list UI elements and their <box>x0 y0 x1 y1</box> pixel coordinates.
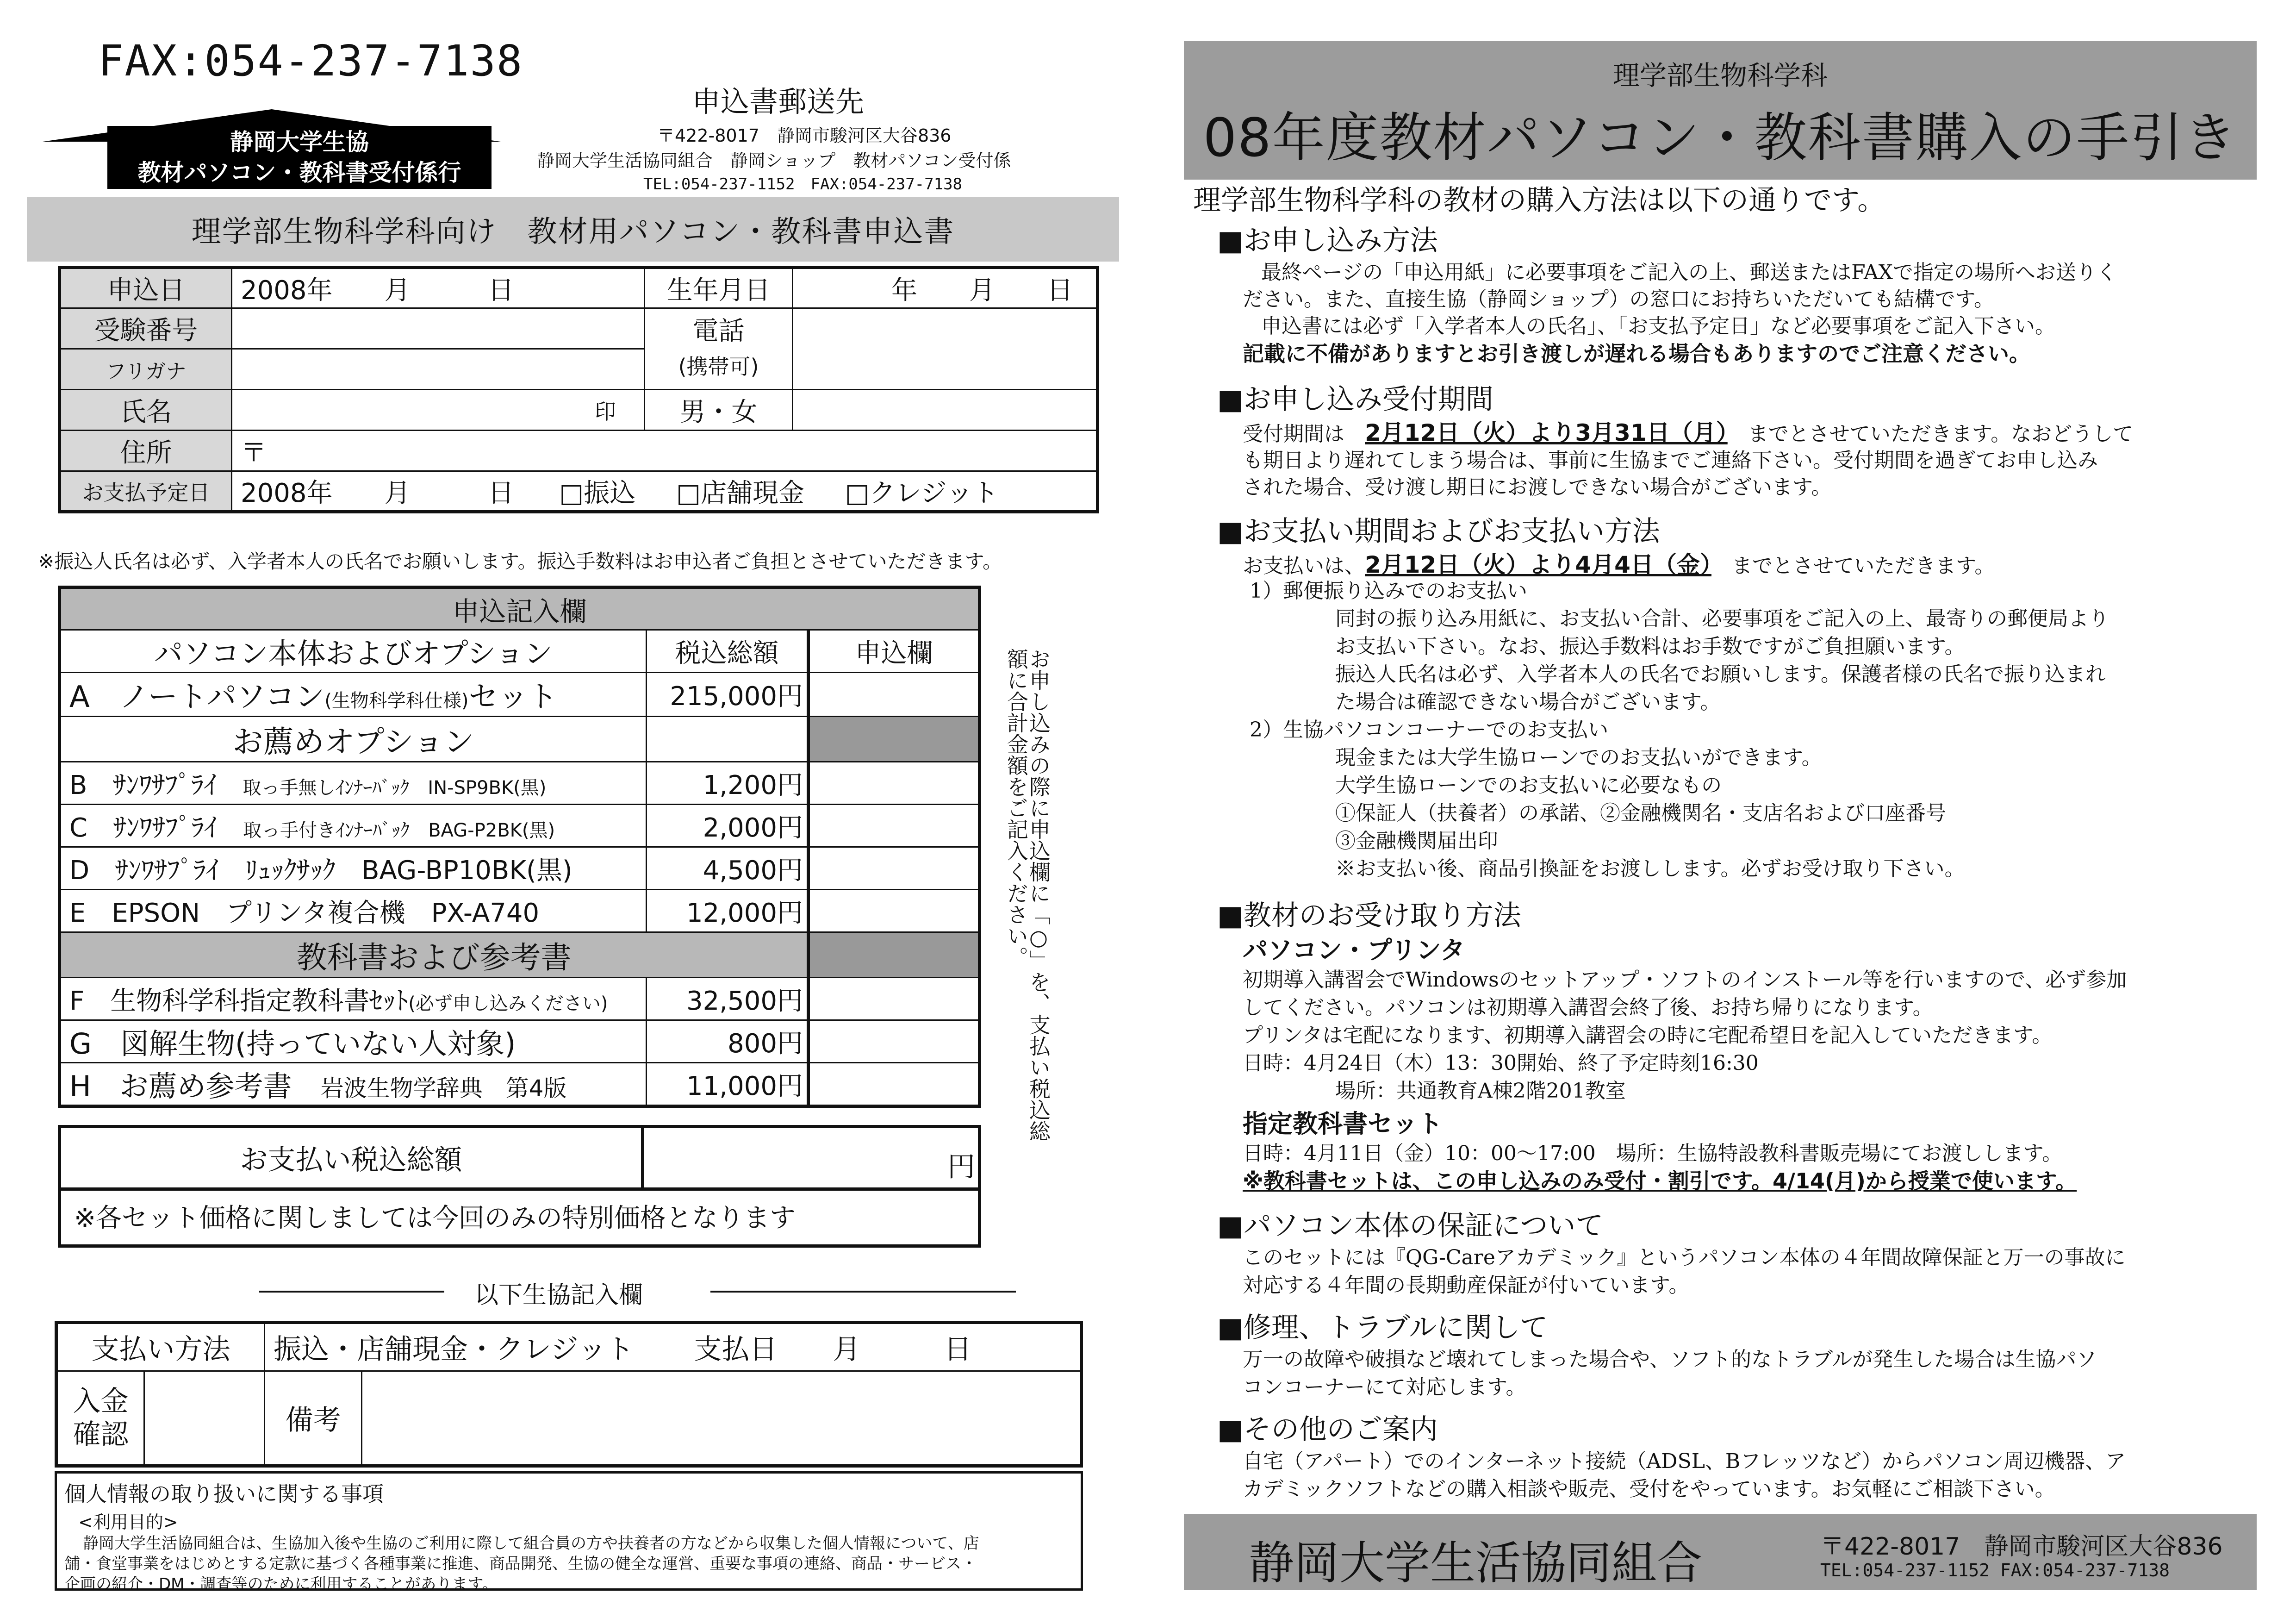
order-table <box>58 586 981 1108</box>
item-b-price: 1,200円 <box>647 762 809 805</box>
item-d-apply[interactable] <box>809 847 980 890</box>
footer-org-name: 静岡大学生活協同組合 <box>1249 1537 1703 1590</box>
mail-title: 申込書郵送先 <box>692 85 865 119</box>
special-price-note: ※各セット価格に関しましては今回のみの特別価格となります <box>74 1203 796 1233</box>
form-title: 理学部生物科学科向け 教材用パソコン・教科書申込書 <box>27 197 1119 262</box>
s3-post: までとさせていただきます。 <box>1731 554 1995 578</box>
s4-sub-pc: パソコン・プリンタ <box>1243 936 1465 965</box>
footer-tel: TEL:054-237-1152 FAX:054-237-7138 <box>1820 1560 2170 1580</box>
item-a-label: A ノートパソコン <box>69 680 325 714</box>
s6-line-b: コンコーナーにて対応します。 <box>1243 1375 1526 1399</box>
section-warranty: ■パソコン本体の保証について <box>1217 1210 1604 1242</box>
item-b-desc: 取っ手無しｲﾝﾅｰﾊﾞｯｸ IN-SP9BK(黒) <box>243 777 547 799</box>
item-e-price: 12,000円 <box>647 890 809 932</box>
guide-header <box>1184 41 2257 180</box>
s1-line-1: 最終ページの「申込用紙」に必要事項をご記入の上、郵送またはFAXで指定の場所へお送りく <box>1261 261 2117 284</box>
item-h <box>60 1063 647 1106</box>
fax-number: FAX:054-237-7138 <box>98 36 523 86</box>
item-c-desc: 取っ手付きｲﾝﾅｰﾊﾞｯｸ BAG-P2BK(黒) <box>243 819 555 841</box>
item-b-label: B ｻﾝﾜｻﾌﾟﾗｲ <box>69 770 217 800</box>
phone-label: 電話 <box>692 316 745 346</box>
col-item: パソコン本体およびオプション <box>60 630 647 673</box>
side-note-vertical: お申し込みの際に申込欄に「○」を、支払い税込総額に合計金額をご記入ください。 <box>1004 648 1051 1142</box>
privacy-title: 個人情報の取り扱いに関する事項 <box>64 1481 384 1506</box>
item-a-suffix: セット <box>468 680 558 714</box>
item-e: E EPSON プリンタ複合機 PX-A740 <box>60 890 647 932</box>
s2-date: 2月12日（火）より3月31日（月） <box>1365 419 1728 446</box>
pay-day: 支払日 月 日 <box>694 1333 972 1366</box>
s3-2-line-e: ※お支払い後、商品引換証をお渡しします。必ずお受け取り下さい。 <box>1335 857 1965 881</box>
item-h-apply[interactable] <box>809 1063 980 1106</box>
item-f-apply[interactable] <box>809 978 980 1020</box>
total-box <box>58 1125 981 1248</box>
s7-line-a: 自宅（アパート）でのインターネット接続（ADSL、Bフレッツなど）からパソコン周辺機器、ア <box>1243 1449 2126 1473</box>
item-f-small: (必ず申し込みください) <box>408 993 608 1014</box>
privacy-box <box>55 1471 1083 1591</box>
s2-pre: 受付期間は <box>1243 422 1344 446</box>
mail-postal: 〒422-8017 静岡市駿河区大谷836 <box>657 125 952 146</box>
gender-choice[interactable]: 男・女 <box>645 390 793 431</box>
item-c-price: 2,000円 <box>647 805 809 847</box>
total-field[interactable]: 円 <box>947 1151 975 1183</box>
s1-warning: 記載に不備がありますとお引き渡しが遅れる場合もありますのでご注意ください。 <box>1243 341 2030 366</box>
s3-item-2: 2）生協パソコンコーナーでのお支払い <box>1250 718 1609 742</box>
pay-option-credit[interactable]: □クレジット <box>845 478 999 508</box>
section-apply-method: ■お申し込み方法 <box>1217 225 1438 257</box>
privacy-line-3: 企画の紹介・DM・調査等のために利用することがあります。 <box>64 1575 498 1593</box>
s3-1-line-c: 振込人氏名は必ず、入学者本人の氏名でお願いします。保護者様の氏名で振り込まれ <box>1335 662 2106 686</box>
item-c <box>60 805 647 847</box>
privacy-line-2: 舗・食堂事業をはじめとする定款に基づく各種事業に推進、商品開発、生協の健全な運営、重要な事項の連絡、商品・サービス・ <box>64 1555 977 1573</box>
address-label: 住所 <box>60 431 232 471</box>
item-d: D ｻﾝﾜｻﾌﾟﾗｲ ﾘｭｯｸｻｯｸ BAG-BP10BK(黒) <box>60 847 647 890</box>
pay-option-transfer[interactable]: □振込 <box>559 478 636 508</box>
total-row <box>61 1128 978 1191</box>
office-label <box>107 126 492 189</box>
item-g-price: 800円 <box>647 1020 809 1063</box>
item-b <box>60 762 647 805</box>
mail-org: 静岡大学生活協同組合 静岡ショップ 教材パソコン受付係 <box>537 150 1011 171</box>
pay-method-row <box>265 1323 1082 1371</box>
s3-2-line-b: 大学生協ローンでのお支払いに必要なもの <box>1335 774 1722 797</box>
seal-mark: 印 <box>595 399 616 424</box>
s4-1-line-a: 初期導入講習会でWindowsのセットアップ・ソフトのインストール等を行いますので、必ず参加 <box>1243 968 2127 992</box>
s2-line-3: された場合、受け渡し期日にお渡しできない場合がございます。 <box>1243 475 1832 499</box>
s3-2-line-c: ①保証人（扶養者）の承諾、②金融機関名・支店名および口座番号 <box>1335 801 1946 825</box>
s6-line-a: 万一の故障や破損など壊れてしまった場合や、ソフト的なトラブルが発生した場合は生協パソ <box>1243 1348 2097 1371</box>
option-section: お薦めオプション <box>60 717 647 762</box>
s3-2-line-d: ③金融機関届出印 <box>1335 829 1498 853</box>
privacy-line-1: 静岡大学生活協同組合は、生協加入後や生協のご利用に際して組合員の方や扶養者の方などから収集した個人情報について、店 <box>83 1534 979 1553</box>
item-e-apply[interactable] <box>809 890 980 932</box>
item-f-price: 32,500円 <box>647 978 809 1020</box>
item-f-label: F 生物科学科指定教科書ｾｯﾄ <box>69 986 409 1016</box>
s3-1-line-b: お支払い下さい。なお、振込手数料はお手数ですがご負担願います。 <box>1335 635 1965 658</box>
office-line-1: 静岡大学生協 <box>230 129 369 156</box>
phone-field[interactable] <box>793 308 1098 390</box>
mail-tel: TEL:054-237-1152 FAX:054-237-7138 <box>643 175 963 194</box>
item-c-apply[interactable] <box>809 805 980 847</box>
s4-1-line-e: 場所：共通教育A棟2階201教室 <box>1335 1079 1626 1103</box>
option-section-apply <box>809 717 980 762</box>
deposit-label: 入金確認 <box>56 1371 144 1466</box>
book-section-apply <box>809 932 980 978</box>
option-section-blank <box>647 717 809 762</box>
apply-date-label: 申込日 <box>60 268 232 308</box>
furigana-field[interactable] <box>232 349 645 390</box>
pay-date-label: お支払予定日 <box>60 471 232 512</box>
col-apply: 申込欄 <box>809 630 980 673</box>
book-section: 教科書および参考書 <box>60 932 809 978</box>
total-label: お支払い税込総額 <box>61 1128 644 1187</box>
privacy-purpose: <利用目的> <box>78 1512 178 1532</box>
s2-line-2: も期日より遅れてしまう場合は、事前に生協までご連絡下さい。受付期間を過ぎてお申し込み <box>1243 449 2098 472</box>
office-line-2: 教材パソコン・教科書受付係行 <box>137 159 461 186</box>
remarks-cell <box>265 1371 1082 1466</box>
item-h-label: H お薦め参考書 <box>69 1069 292 1103</box>
divider-left <box>259 1291 444 1293</box>
s5-line-a: このセットには『QG-Careアカデミック』というパソコン本体の４年間故障保証と万一の事故に <box>1243 1246 2126 1269</box>
item-g-apply[interactable] <box>809 1020 980 1063</box>
s3-1-line-a: 同封の振り込み用紙に、お支払い合計、必要事項をご記入の上、最寄りの郵便局より <box>1335 607 2109 631</box>
gender-blank <box>793 390 1098 431</box>
item-d-price: 4,500円 <box>647 847 809 890</box>
item-a-small: (生物科学科仕様) <box>324 690 469 712</box>
s2-line-1 <box>1243 414 2133 448</box>
s4-1-line-c: プリンタは宅配になります、初期導入講習会の時に宅配希望日を記入していただきます。 <box>1243 1024 2053 1047</box>
col-price: 税込総額 <box>647 630 809 673</box>
section-apply-period: ■お申し込み受付期間 <box>1217 383 1493 416</box>
exam-no-field[interactable] <box>232 308 645 349</box>
s2-post: までとさせていただきます。なおどうして <box>1748 422 2134 446</box>
apply-date-field[interactable]: 2008年 月 日 <box>232 268 645 308</box>
item-c-label: C ｻﾝﾜｻﾌﾟﾗｲ <box>69 812 218 843</box>
s4-2-line-a: 日時：4月11日（金）10：00～17:00 場所：生協特設教科書販売場にてお渡しします。 <box>1243 1142 2063 1165</box>
s3-date: 2月12日（火）より4月4日（金） <box>1365 551 1711 578</box>
s4-2-warning: ※教科書セットは、この申し込みのみ受付・割引です。4/14(月)から授業で使います。 <box>1243 1168 2077 1193</box>
footer-address: 〒422-8017 静岡市駿河区大谷836 <box>1820 1533 2223 1561</box>
guide-dept: 理学部生物科学科 <box>1612 60 1828 91</box>
item-a-apply[interactable] <box>809 673 980 717</box>
phone-label-cell <box>645 308 793 390</box>
section-payment: ■お支払い期間およびお支払い方法 <box>1217 515 1660 548</box>
guide-intro: 理学部生物科学科の教材の購入方法は以下の通りです。 <box>1193 184 1885 217</box>
section-repair: ■修理、トラブルに関して <box>1217 1312 1548 1344</box>
item-a <box>60 673 647 717</box>
s4-1-line-d: 日時：4月24日（木）13：30開始、終了予定時刻16:30 <box>1243 1051 1759 1075</box>
section-other: ■その他のご案内 <box>1217 1413 1438 1446</box>
divider-right <box>710 1291 1016 1293</box>
pay-date-row <box>232 471 1098 512</box>
deposit-field[interactable] <box>144 1371 265 1466</box>
address-field[interactable]: 〒 <box>232 431 1098 471</box>
pay-method-label: 支払い方法 <box>56 1323 265 1371</box>
pay-methods: 振込・店舗現金・クレジット <box>274 1333 634 1366</box>
section-receive: ■教材のお受け取り方法 <box>1217 899 1521 932</box>
remarks-label: 備考 <box>265 1372 362 1464</box>
item-g: G 図解生物(持っていない人対象) <box>60 1020 647 1063</box>
pay-option-store-cash[interactable]: □店舗現金 <box>676 478 804 508</box>
s4-sub-books: 指定教科書セット <box>1243 1109 1443 1138</box>
s5-line-b: 対応する４年間の長期動産保証が付いています。 <box>1243 1274 1689 1297</box>
s3-item-1: 1）郵便振り込みでのお支払い <box>1250 579 1527 603</box>
item-f <box>60 978 647 1020</box>
order-title: 申込記入欄 <box>60 587 980 630</box>
s4-1-line-b: してください。パソコンは初期導入講習会終了後、お持ち帰りになります。 <box>1243 996 1933 1019</box>
s3-2-line-a: 現金または大学生協ローンでのお支払いができます。 <box>1335 746 1822 769</box>
phone-sub: (携帯可) <box>678 354 759 379</box>
coop-table <box>55 1321 1083 1468</box>
s1-line-3: 申込書には必ず「入学者本人の氏名」、「お支払予定日」など必要事項をご記入下さい。 <box>1261 314 2055 338</box>
transfer-note: ※振込人氏名は必ず、入学者本人の氏名でお願いします。振込手数料はお申込者ご負担とさせていただきます。 <box>38 550 1002 573</box>
furigana-label: フリガナ <box>60 349 232 390</box>
pay-date-field[interactable]: 2008年 月 日 <box>241 478 514 508</box>
s1-line-2: ださい。また、直接生協（静岡ショップ）の窓口にお持ちいただいても結構です。 <box>1243 287 1995 311</box>
name-label: 氏名 <box>60 390 232 431</box>
s3-pre: お支払いは、 <box>1243 554 1365 578</box>
item-a-price: 215,000円 <box>647 673 809 717</box>
exam-no-label: 受験番号 <box>60 308 232 349</box>
coop-section-label: 以下生協記入欄 <box>474 1281 643 1309</box>
applicant-table <box>58 266 1099 513</box>
remarks-field[interactable] <box>362 1372 1080 1464</box>
item-b-apply[interactable] <box>809 762 980 805</box>
guide-title: 08年度教材パソコン・教科書購入の手引き <box>1203 107 2238 169</box>
guide-footer <box>1184 1514 2257 1590</box>
name-field[interactable] <box>232 390 645 431</box>
s7-line-b: カデミックソフトなどの購入相談や販売、受付をやっています。お気軽にご相談下さい。 <box>1243 1477 2055 1501</box>
s3-1-line-d: た場合は確認できない場合がございます。 <box>1335 690 1721 714</box>
item-h-price: 11,000円 <box>647 1063 809 1106</box>
item-h-desc: 岩波生物学辞典 第4版 <box>320 1075 567 1102</box>
birth-field[interactable]: 年 月 日 <box>793 268 1098 308</box>
birth-label: 生年月日 <box>645 268 793 308</box>
